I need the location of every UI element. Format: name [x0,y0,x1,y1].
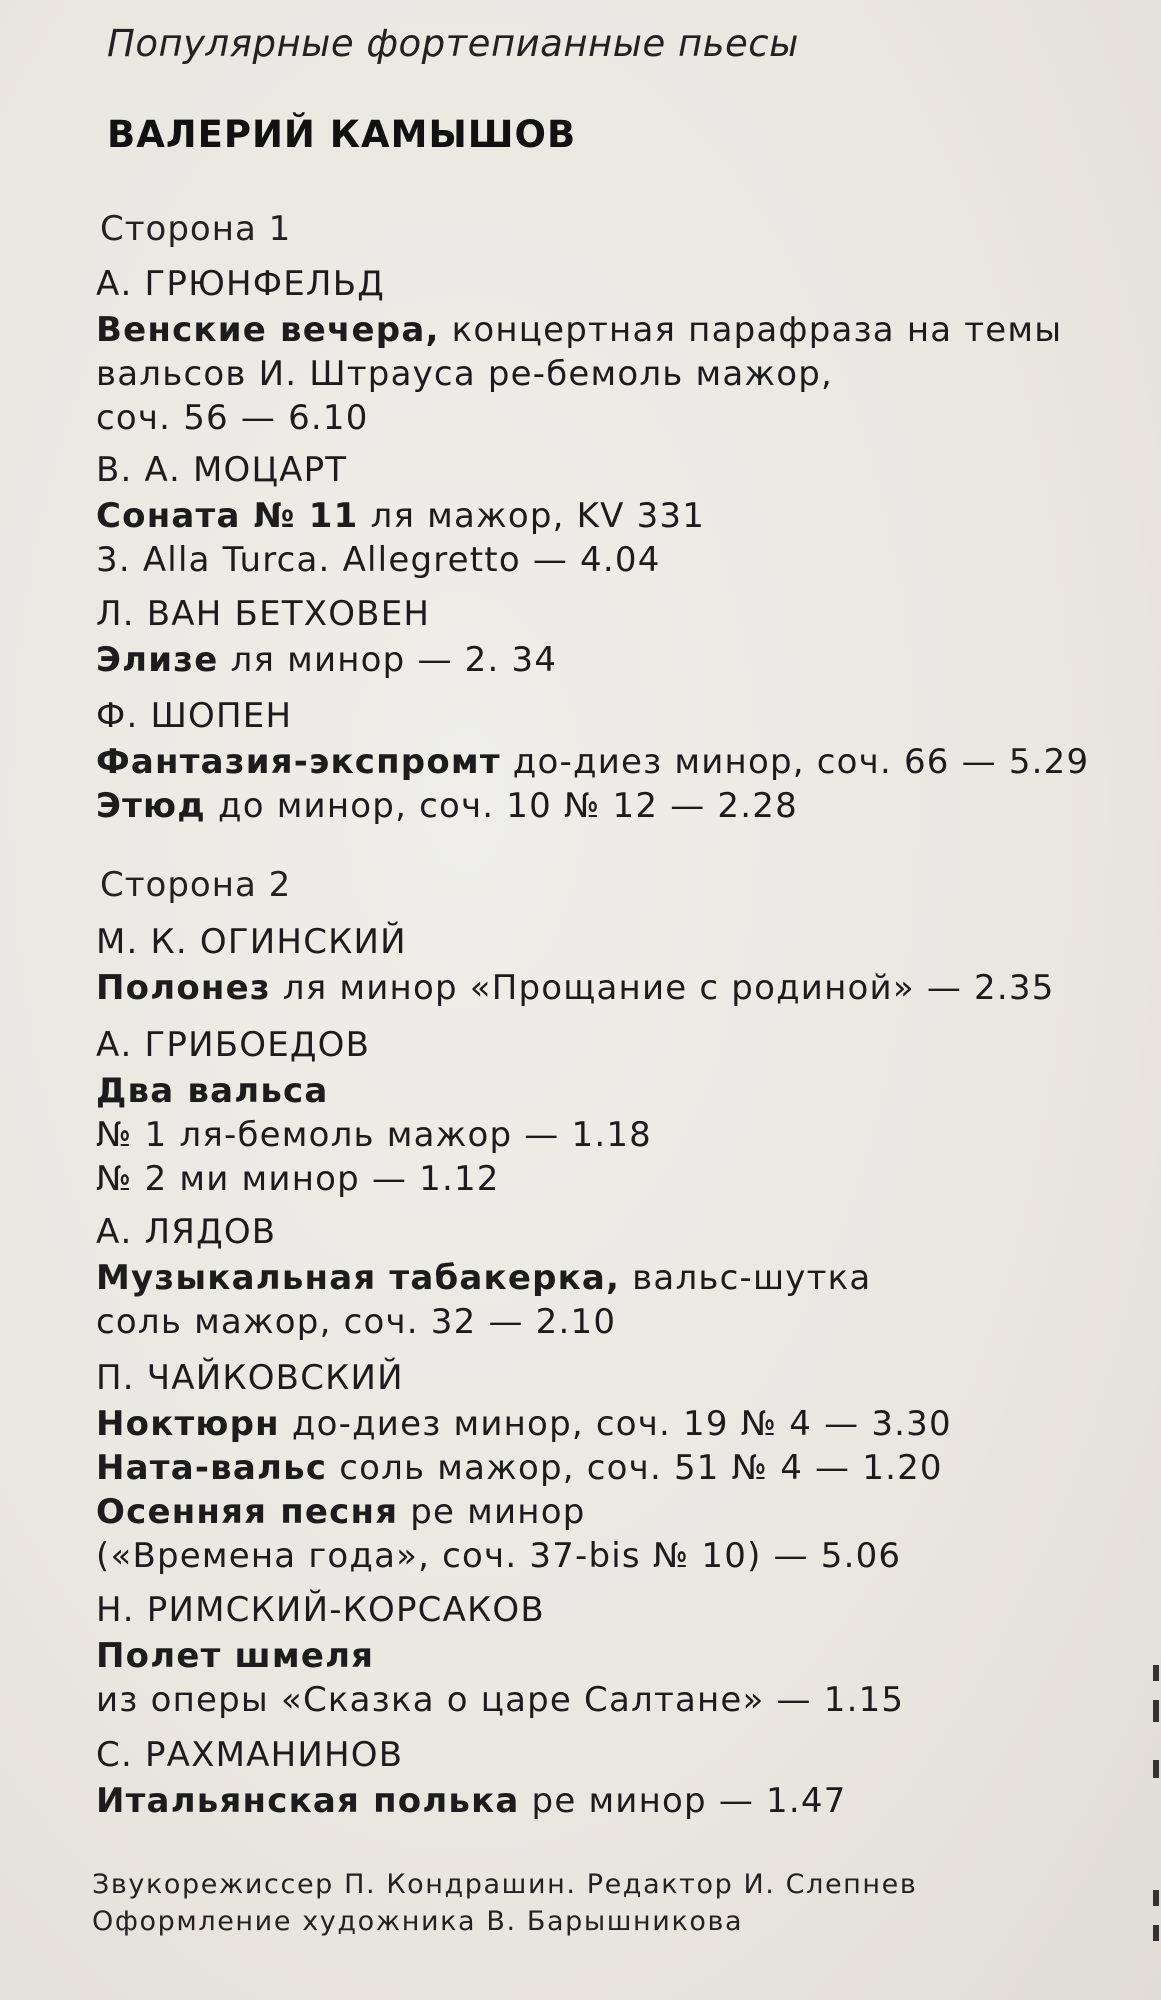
composer-name: А. ГРИБОЕДОВ [96,1025,371,1065]
track-line: соль мажор, соч. 32 — 2.10 [96,1302,617,1342]
edge-mark [1153,1700,1159,1722]
track-line: соч. 56 — 6.10 [96,398,369,438]
credits-line-1: Звукорежиссер П. Кондрашин. Редактор И. Слепнев [92,1869,918,1900]
track-line: вальсов И. Штрауса ре-бемоль мажор, [96,354,834,394]
track-line: Осенняя песня ре минор [96,1492,586,1532]
performer-name: ВАЛЕРИЙ КАМЫШОВ [107,113,577,156]
edge-mark [1153,1665,1159,1681]
track-entry [96,1588,904,1722]
track-line: № 2 ми минор — 1.12 [96,1159,500,1199]
track-line: 3. Alla Turca. Allegretto — 4.04 [96,540,661,580]
credits [92,1866,917,1940]
series-title: Популярные фортепианные пьесы [107,22,799,65]
composer-name: Л. ВАН БЕТХОВЕН [96,594,431,634]
track-entry [96,1210,871,1344]
track-entry [96,1023,652,1201]
track-line: Соната № 11 ля мажор, KV 331 [96,496,706,536]
track-line: Фантазия-экспромт до-диез минор, соч. 66 — 5.29 [96,742,1090,782]
track-line: («Времена года», соч. 37-bis № 10) — 5.06 [96,1536,902,1576]
edge-mark [1153,1890,1159,1906]
side-1-label: Сторона 1 [100,209,292,249]
composer-name: П. ЧАЙКОВСКИЙ [96,1358,404,1398]
track-entry [96,448,705,582]
track-line: Полет шмеля [96,1636,375,1676]
credits-line-2: Оформление художника В. Барышникова [92,1906,744,1937]
composer-name: В. А. МОЦАРТ [96,450,348,490]
track-entry [96,592,557,682]
composer-name: Ф. ШОПЕН [96,696,293,736]
track-entry [96,920,1055,1010]
track-line: Элизе ля минор — 2. 34 [96,640,558,680]
composer-name: С. РАХМАНИНОВ [96,1735,404,1775]
track-line: Ноктюрн до-диез минор, соч. 19 № 4 — 3.30 [96,1404,952,1444]
track-entry [96,1733,847,1823]
track-line: Два вальса [96,1071,329,1111]
track-line: из оперы «Сказка о царе Салтане» — 1.15 [96,1680,905,1720]
edge-mark [1153,1760,1159,1778]
composer-name: А. ГРЮНФЕЛЬД [96,264,385,304]
track-entry [96,262,1062,440]
track-line: Этюд до минор, соч. 10 № 12 — 2.28 [96,786,798,826]
side-2-label: Сторона 2 [100,865,292,905]
track-entry [96,694,1089,828]
track-line: Ната-вальс соль мажор, соч. 51 № 4 — 1.20 [96,1448,943,1488]
edge-mark [1153,1925,1159,1941]
composer-name: А. ЛЯДОВ [96,1212,277,1252]
track-line: № 1 ля-бемоль мажор — 1.18 [96,1115,652,1155]
track-line: Музыкальная табакерка, вальс-шутка [96,1258,872,1298]
track-line: Итальянская полька ре минор — 1.47 [96,1781,847,1821]
track-line: Венские вечера, концертная парафраза на темы [96,310,1063,350]
composer-name: М. К. ОГИНСКИЙ [96,922,407,962]
track-entry [96,1356,952,1578]
track-line: Полонез ля минор «Прощание с родиной» — 2.35 [96,968,1055,1008]
composer-name: Н. РИМСКИЙ-КОРСАКОВ [96,1590,545,1630]
